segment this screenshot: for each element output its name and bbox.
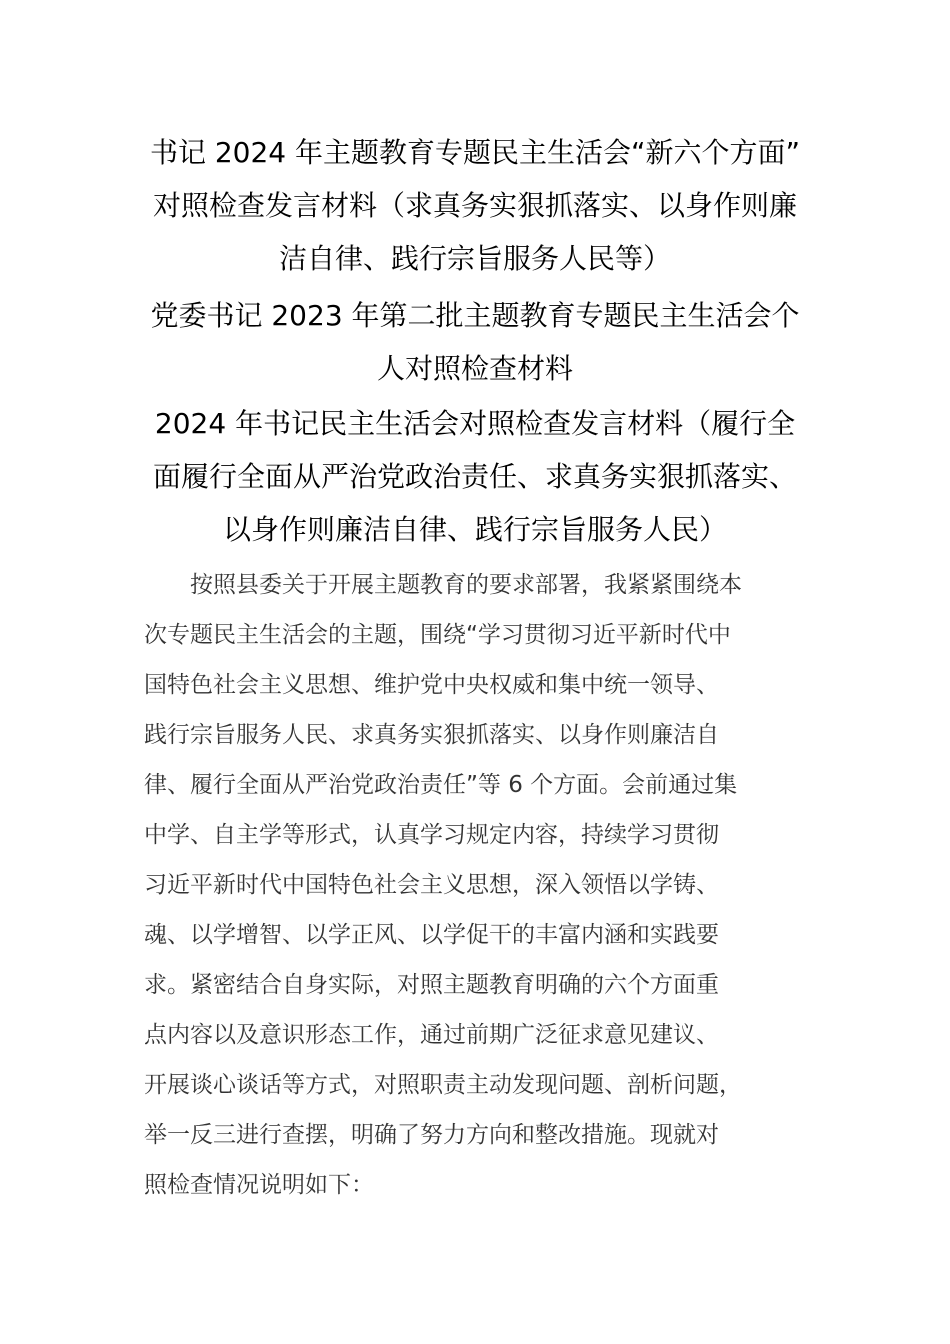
title-line: 对照检查发言材料（求真务实狠抓落实、以身作则廉 xyxy=(152,189,797,222)
paragraph-line: 习近平新时代中国特色社会主义思想，深入领悟以学铸、 xyxy=(144,872,719,898)
title-line: 2024 年书记民主生活会对照检查发言材料（履行全 xyxy=(154,407,796,440)
paragraph-line: 举一反三进行查摆，明确了努力方向和整改措施。现就对 xyxy=(144,1122,719,1148)
title-line: 以身作则廉洁自律、践行宗旨服务人民） xyxy=(222,513,727,546)
paragraph-line: 中学、自主学等形式，认真学习规定内容，持续学习贯彻 xyxy=(144,822,719,848)
paragraph-line: 照检查情况说明如下： xyxy=(144,1172,374,1198)
title-line: 洁自律、践行宗旨服务人民等） xyxy=(278,242,671,275)
paragraph-line: 律、履行全面从严治党政治责任”等 6 个方面。会前通过集 xyxy=(144,772,738,798)
document-title-3 xyxy=(135,397,815,556)
document-title-1 xyxy=(135,126,815,285)
paragraph-line: 求。紧密结合自身实际，对照主题教育明确的六个方面重 xyxy=(144,972,719,998)
title-line: 书记 2024 年主题教育专题民主生活会“新六个方面” xyxy=(149,136,801,169)
paragraph-line: 点内容以及意识形态工作，通过前期广泛征求意见建议、 xyxy=(144,1022,719,1048)
body-paragraph xyxy=(144,560,814,1210)
paragraph-line: 魂、以学增智、以学正风、以学促干的丰富内涵和实践要 xyxy=(144,922,719,948)
paragraph-line: 次专题民主生活会的主题，围绕“学习贯彻习近平新时代中 xyxy=(144,622,731,648)
title-line: 人对照检查材料 xyxy=(376,352,573,385)
document-title-2 xyxy=(135,289,815,395)
title-line: 党委书记 2023 年第二批主题教育专题民主生活会个 xyxy=(150,299,800,332)
title-line: 面履行全面从严治党政治责任、求真务实狠抓落实、 xyxy=(152,460,797,493)
paragraph-line: 开展谈心谈话等方式，对照职责主动发现问题、剖析问题， xyxy=(144,1072,742,1098)
paragraph-line: 践行宗旨服务人民、求真务实狠抓落实、以身作则廉洁自 xyxy=(144,722,719,748)
paragraph-line: 按照县委关于开展主题教育的要求部署，我紧紧围绕本 xyxy=(190,572,742,598)
paragraph-line: 国特色社会主义思想、维护党中央权威和集中统一领导、 xyxy=(144,672,719,698)
